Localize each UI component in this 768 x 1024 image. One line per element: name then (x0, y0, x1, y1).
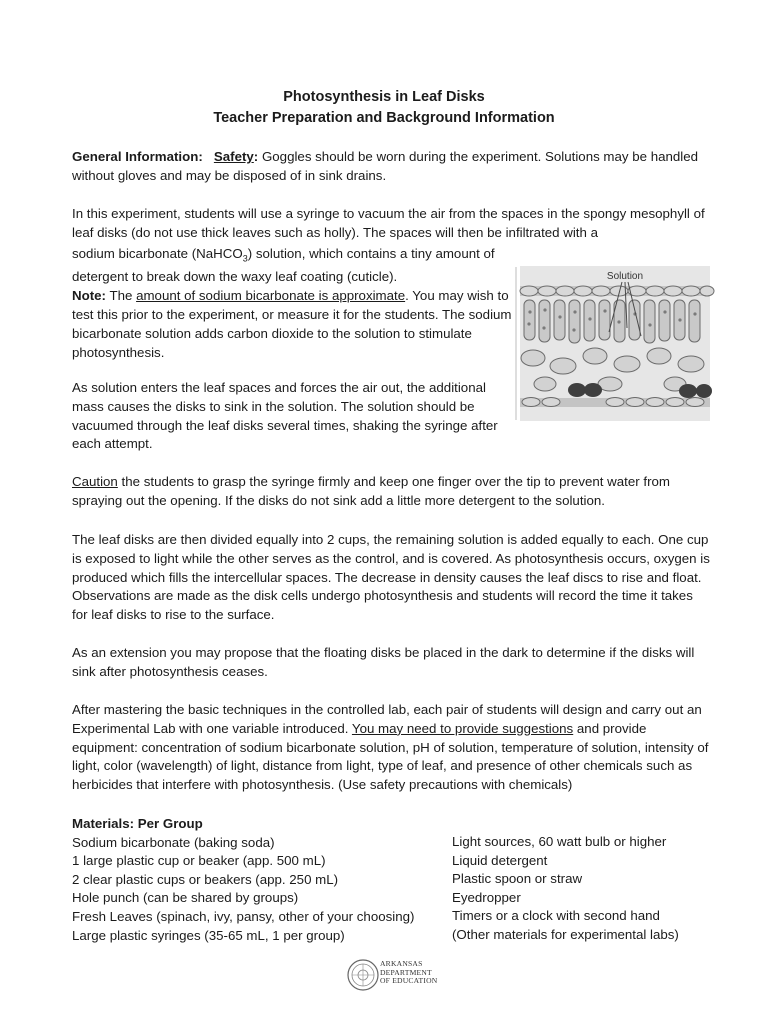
logo-line-2: DEPARTMENT (380, 967, 432, 977)
extension-paragraph (72, 644, 712, 682)
general-information-label: General Information: (72, 149, 203, 164)
logo-line-1: ARKANSAS (380, 959, 423, 968)
solution-text: As solution enters the leaf spaces and forces the air out, the additional mass causes the disks to sink in the solution. The solution should be vacuumed through the leaf disks several times, shaking the syringe after each attempt. (72, 380, 498, 452)
caution-paragraph (72, 473, 712, 511)
materials-item: (Other materials for experimental labs) (452, 926, 679, 942)
leaf-cross-section-figure (515, 262, 715, 434)
document-subtitle: Teacher Preparation and Background Information (213, 110, 555, 126)
document-title: Photosynthesis in Leaf Disks (283, 89, 485, 105)
materials-left-column (72, 815, 442, 945)
mastering-underlined: You may need to provide suggestions (351, 720, 574, 736)
materials-item: Large plastic syringes (35-65 mL, 1 per group) (72, 927, 345, 943)
materials-item: Sodium bicarbonate (baking soda) (72, 834, 275, 850)
bicarbonate-text-end: ) solution, which contains a tiny amount of detergent to break down the waxy leaf coating (cuticle). (72, 246, 495, 285)
figure-solution-label: Solution (606, 271, 644, 282)
note-after: . You may wish to test this prior to the experiment, or measure it for the students. The sodium bicarbonate solution adds carbon dioxide to the solution to stimulate photosynthesis. (72, 288, 512, 360)
materials-right-column (452, 833, 732, 945)
experiment-paragraph-solution (72, 245, 512, 362)
experiment-paragraph-intro (72, 205, 712, 243)
logo-line-3: OF EDUCATION (380, 976, 438, 986)
leaf-cross-section-illustration (515, 262, 715, 434)
materials-item: Fresh Leaves (spinach, ivy, pansy, other of your choosing) (72, 908, 415, 924)
solution-paragraph (72, 379, 512, 454)
materials-item: Hole punch (can be shared by groups) (72, 890, 299, 906)
division-text: The leaf disks are then divided equally into 2 cups, the remaining solution is added equally to each. One cup is exposed to light while the other serves as the control, and is covered. As photosynthesis occurs, oxygen is produced which fills the intercellular spaces. The decrease in density causes the leaf discs to rise and float. Observations are made as the disk cells undergo photosynthesis and students will record the time it takes for leaf disks to rise to the surface. (72, 532, 710, 623)
materials-item: 1 large plastic cup or beaker (app. 500 mL) (72, 853, 326, 869)
safety-label: Safety (213, 149, 254, 164)
materials-item: Plastic spoon or straw (452, 871, 583, 887)
department-logo-text (380, 960, 437, 986)
materials-item: 2 clear plastic cups or beakers (app. 250 mL) (72, 871, 339, 887)
general-information-paragraph (72, 148, 712, 186)
materials-item: Light sources, 60 watt bulb or higher (452, 834, 667, 849)
mastering-before: After mastering the basic techniques in the controlled lab, each pair of students will design and carry out an Experimental Lab with one variable introduced. (72, 702, 702, 736)
materials-item: Timers or a clock with second hand (452, 908, 660, 924)
experiment-text: In this experiment, students will use a syringe to vacuum the air from the spaces in the spongy mesophyll of leaf disks (do not use thick leaves such as holly). The spaces will then be infiltrated with a (72, 206, 705, 240)
materials-item: Liquid detergent (452, 852, 548, 868)
note-underlined: amount of sodium bicarbonate is approximate (136, 288, 406, 304)
caution-label: Caution (72, 474, 118, 489)
mastering-paragraph (72, 701, 712, 795)
note-before: The (109, 288, 133, 304)
note-label: Note: (72, 288, 106, 304)
materials-heading: Materials: Per Group (72, 816, 203, 831)
bicarbonate-text-start: sodium bicarbonate (NaHCO (72, 246, 243, 261)
division-paragraph (72, 531, 712, 625)
materials-item: Eyedropper (452, 889, 521, 905)
safety-text: Goggles should be worn during the experiment. Solutions may be handled without gloves and may be disposed of in sink drains. (72, 149, 699, 183)
mastering-after: and provide equipment: concentration of sodium bicarbonate solution, pH of solution, temperature of solution, intensity of light, color (wavelength) of light, distance from light, type of leaf, and presence of other chemicals such as herbicides that interfere with photosynthesis. (Use safety precautions with chemicals) (72, 720, 709, 793)
extension-text: As an extension you may propose that the floating disks be placed in the dark to determine if the disks will sink after photosynthesis ceases. (72, 645, 695, 679)
safety-colon: : (253, 149, 259, 164)
subscript-3: 3 (242, 253, 248, 264)
caution-text: the students to grasp the syringe firmly and keep one finger over the tip to prevent water from spraying out the opening. If the disks do not sink add a little more detergent to the solution. (72, 474, 670, 508)
